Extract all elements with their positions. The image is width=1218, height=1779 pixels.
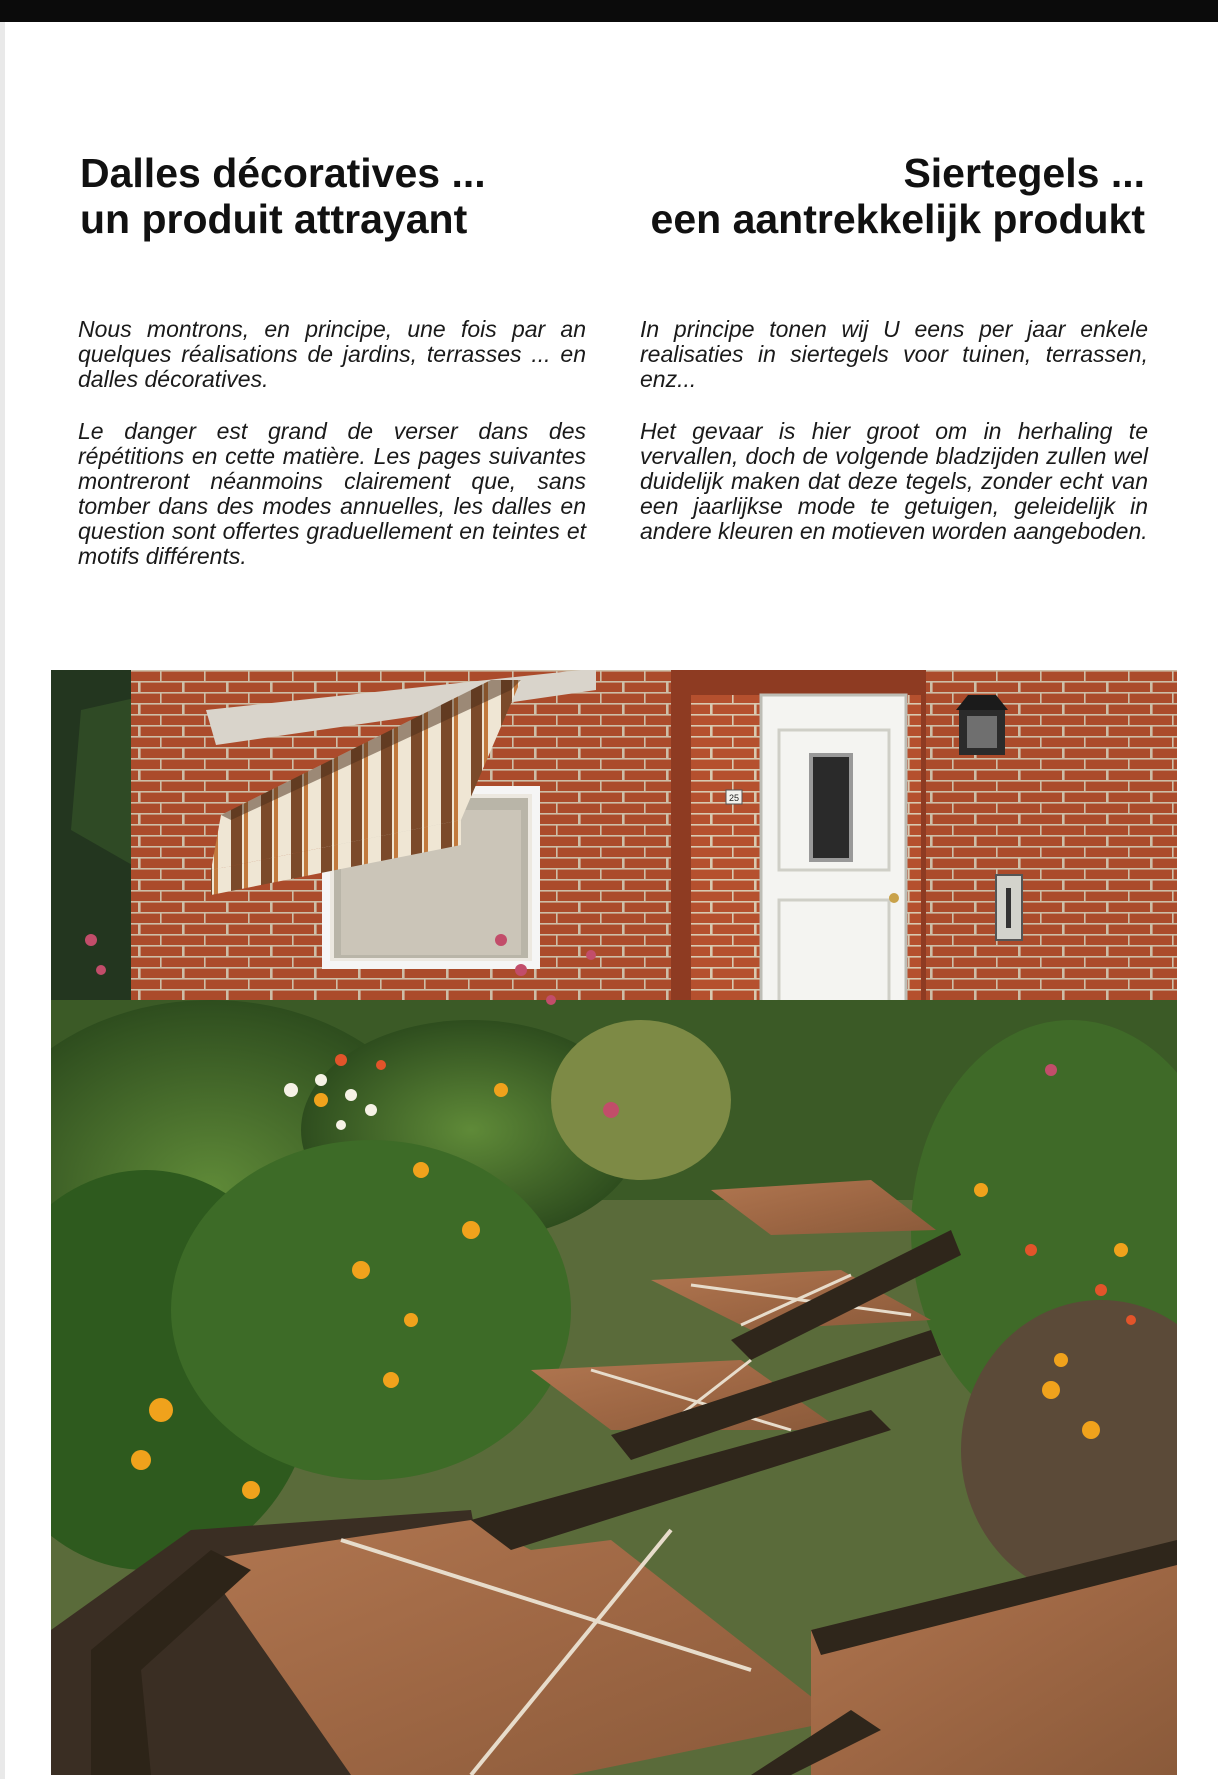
heading-dutch-line1: Siertegels ... (903, 150, 1145, 196)
heading-french-line1: Dalles décoratives ... (80, 150, 486, 196)
dutch-text-column (640, 317, 1148, 571)
heading-french (80, 150, 486, 242)
dutch-paragraph-2: Het gevaar is hier groot om in herhaling te vervallen, doch de volgende bladzijden zullen wel duidelijk maken dat deze tegels, zonder echt van een jaarlijkse mode te getuigen, geleidelijk in andere kleuren en motieven worden aangeboden. (640, 418, 1148, 544)
heading-dutch-line2: een aantrekkelijk produkt (650, 196, 1145, 242)
left-page-edge (0, 22, 5, 1779)
garden-photo-illustration (51, 670, 1177, 1775)
french-paragraph-1: Nous montrons, en principe, une fois par an quelques réalisations de jardins, terrasses ... en dalles décoratives. (78, 316, 586, 392)
house-number: 25 (728, 793, 740, 803)
heading-french-line2: un produit attrayant (80, 196, 468, 242)
french-paragraph-2: Le danger est grand de verser dans des répétitions en cette matière. Les pages suivantes montreront néanmoins clairement que, sans tomber dans des modes annuelles, les dalles en question sont offertes graduellement en teintes et motifs différents. (78, 418, 586, 569)
top-border (0, 0, 1218, 22)
dutch-paragraph-1: In principe tonen wij U eens per jaar enkele realisaties in siertegels voor tuinen, terrassen, enz... (640, 316, 1148, 392)
french-text-column (78, 317, 586, 596)
heading-dutch (651, 150, 1145, 242)
garden-photo (51, 670, 1177, 1775)
